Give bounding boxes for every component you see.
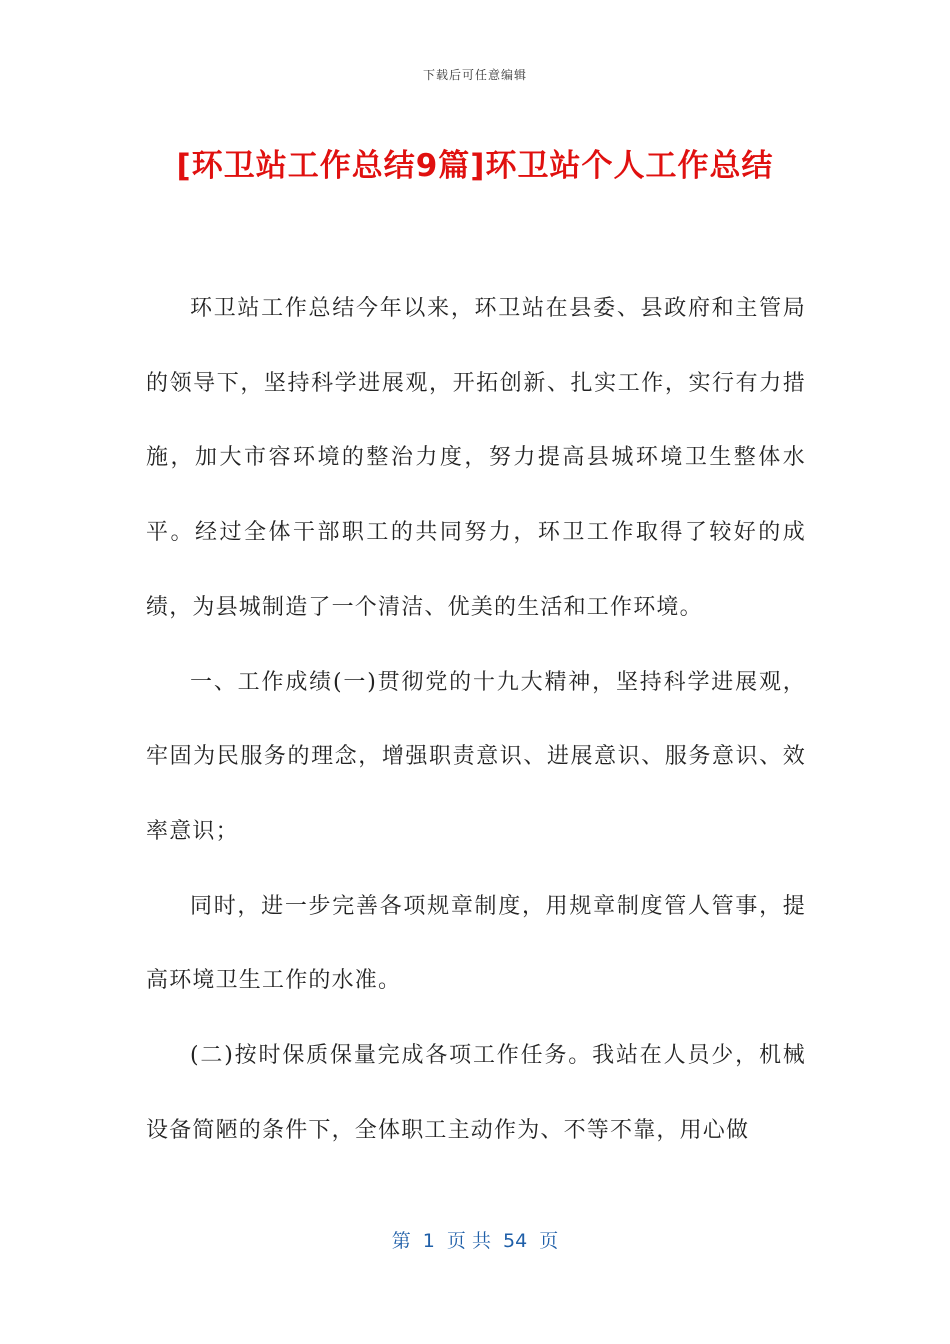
paragraph-4: (二)按时保质保量完成各项工作任务。我站在人员少，机械设备简陋的条件下，全体职工主动作为、不等不靠，用心做 bbox=[146, 1043, 806, 1143]
page-number-footer: 第 1 页 共 54 页 bbox=[391, 1230, 559, 1252]
document-body bbox=[146, 272, 806, 1168]
paragraph-1: 环卫站工作总结今年以来，环卫站在县委、县政府和主管局的领导下，坚持科学进展观，开拓创新、扎实工作，实行有力措施，加大市容环境的整治力度，努力提高县城环境卫生整体水平。经过全体干部职工的共同努力，环卫工作取得了较好的成绩，为县城制造了一个清洁、优美的生活和工作环境。 bbox=[146, 296, 806, 620]
document-title: [环卫站工作总结9篇]环卫站个人工作总结 bbox=[176, 148, 774, 184]
header-note: 下载后可任意编辑 bbox=[422, 68, 527, 82]
paragraph-2: 一、工作成绩(一)贯彻党的十九大精神，坚持科学进展观，牢固为民服务的理念，增强职责意识、进展意识、服务意识、效率意识； bbox=[146, 669, 806, 844]
paragraph-3: 同时，进一步完善各项规章制度，用规章制度管人管事，提高环境卫生工作的水准。 bbox=[146, 893, 806, 994]
